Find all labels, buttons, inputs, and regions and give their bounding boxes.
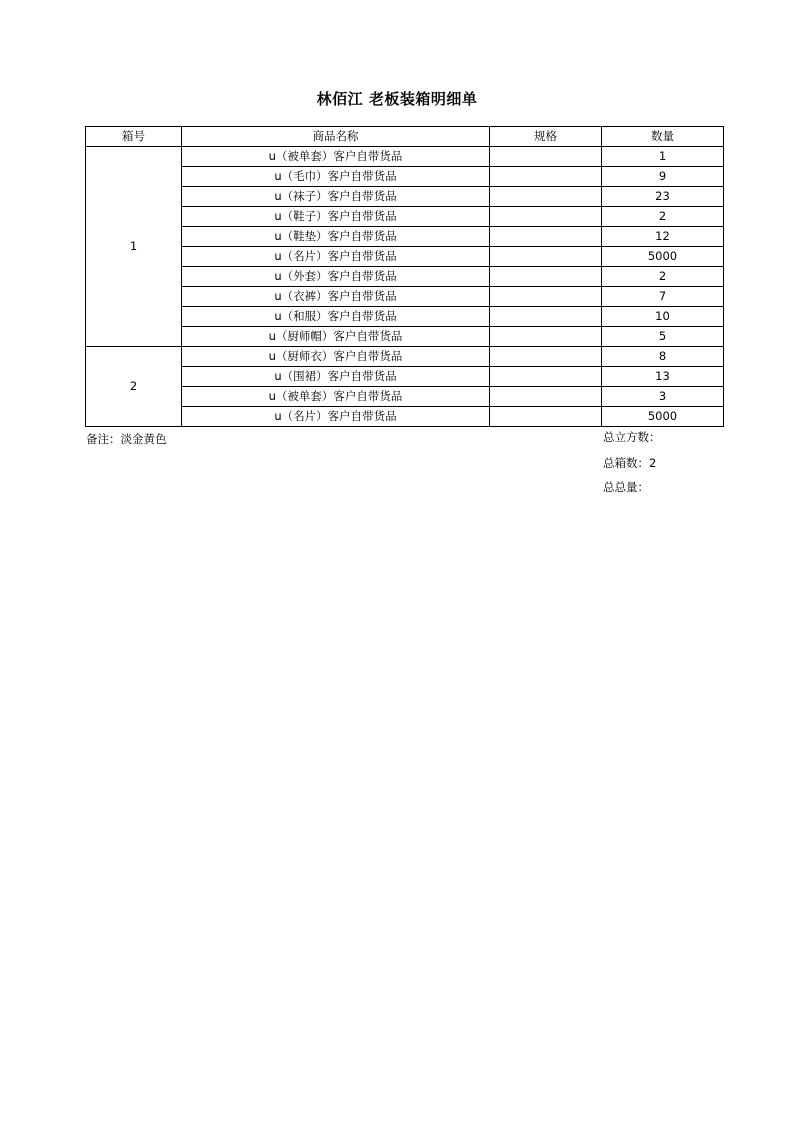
table-row <box>86 247 724 267</box>
spec-cell <box>490 367 602 387</box>
spec-cell <box>490 267 602 287</box>
spec-cell <box>490 347 602 367</box>
table-row <box>86 307 724 327</box>
product-name-cell: u（厨师帽）客户自带货品 <box>182 327 490 347</box>
spec-cell <box>490 207 602 227</box>
product-name-cell: u（名片）客户自带货品 <box>182 247 490 267</box>
table-row <box>86 147 724 167</box>
table-row <box>86 367 724 387</box>
product-name-cell: u（鞋子）客户自带货品 <box>182 207 490 227</box>
table-row <box>86 187 724 207</box>
quantity-cell: 5 <box>602 327 724 347</box>
product-name-cell: u（名片）客户自带货品 <box>182 407 490 427</box>
table-row <box>86 387 724 407</box>
table-row <box>86 227 724 247</box>
column-header-spec: 规格 <box>490 127 602 147</box>
quantity-cell: 23 <box>602 187 724 207</box>
box-number-cell: 2 <box>86 347 182 427</box>
column-header-product-name: 商品名称 <box>182 127 490 147</box>
quantity-cell: 5000 <box>602 407 724 427</box>
quantity-cell: 12 <box>602 227 724 247</box>
quantity-cell: 8 <box>602 347 724 367</box>
table-row <box>86 167 724 187</box>
quantity-cell: 9 <box>602 167 724 187</box>
total-volume-label: 总立方数： <box>603 430 661 444</box>
table-row <box>86 287 724 307</box>
product-name-cell: u（毛巾）客户自带货品 <box>182 167 490 187</box>
product-name-cell: u（被单套）客户自带货品 <box>182 147 490 167</box>
quantity-cell: 7 <box>602 287 724 307</box>
table-body <box>86 147 724 427</box>
table-row <box>86 407 724 427</box>
quantity-cell: 13 <box>602 367 724 387</box>
remark-note: 备注：淡金黄色 <box>86 432 167 446</box>
quantity-cell: 10 <box>602 307 724 327</box>
spec-cell <box>490 247 602 267</box>
table-row <box>86 327 724 347</box>
spec-cell <box>490 147 602 167</box>
packing-table <box>85 126 724 427</box>
spec-cell <box>490 167 602 187</box>
product-name-cell: u（被单套）客户自带货品 <box>182 387 490 407</box>
spec-cell <box>490 307 602 327</box>
spec-cell <box>490 327 602 347</box>
quantity-cell: 2 <box>602 207 724 227</box>
total-boxes-label: 总箱数：2 <box>603 456 657 470</box>
product-name-cell: u（衣裤）客户自带货品 <box>182 287 490 307</box>
product-name-cell: u（外套）客户自带货品 <box>182 267 490 287</box>
spec-cell <box>490 387 602 407</box>
product-name-cell: u（围裙）客户自带货品 <box>182 367 490 387</box>
quantity-cell: 5000 <box>602 247 724 267</box>
quantity-cell: 1 <box>602 147 724 167</box>
total-quantity-label: 总总量： <box>603 480 649 494</box>
document-title: 林佰江 老板装箱明细单 <box>316 90 478 108</box>
table-row <box>86 267 724 287</box>
table-header-row <box>86 127 724 147</box>
product-name-cell: u（鞋垫）客户自带货品 <box>182 227 490 247</box>
spec-cell <box>490 187 602 207</box>
spec-cell <box>490 287 602 307</box>
spec-cell <box>490 407 602 427</box>
column-header-quantity: 数量 <box>602 127 724 147</box>
table-row <box>86 207 724 227</box>
table-row <box>86 347 724 367</box>
quantity-cell: 2 <box>602 267 724 287</box>
quantity-cell: 3 <box>602 387 724 407</box>
product-name-cell: u（厨师衣）客户自带货品 <box>182 347 490 367</box>
box-number-cell: 1 <box>86 147 182 347</box>
product-name-cell: u（袜子）客户自带货品 <box>182 187 490 207</box>
spec-cell <box>490 227 602 247</box>
column-header-box-no: 箱号 <box>86 127 182 147</box>
product-name-cell: u（和服）客户自带货品 <box>182 307 490 327</box>
